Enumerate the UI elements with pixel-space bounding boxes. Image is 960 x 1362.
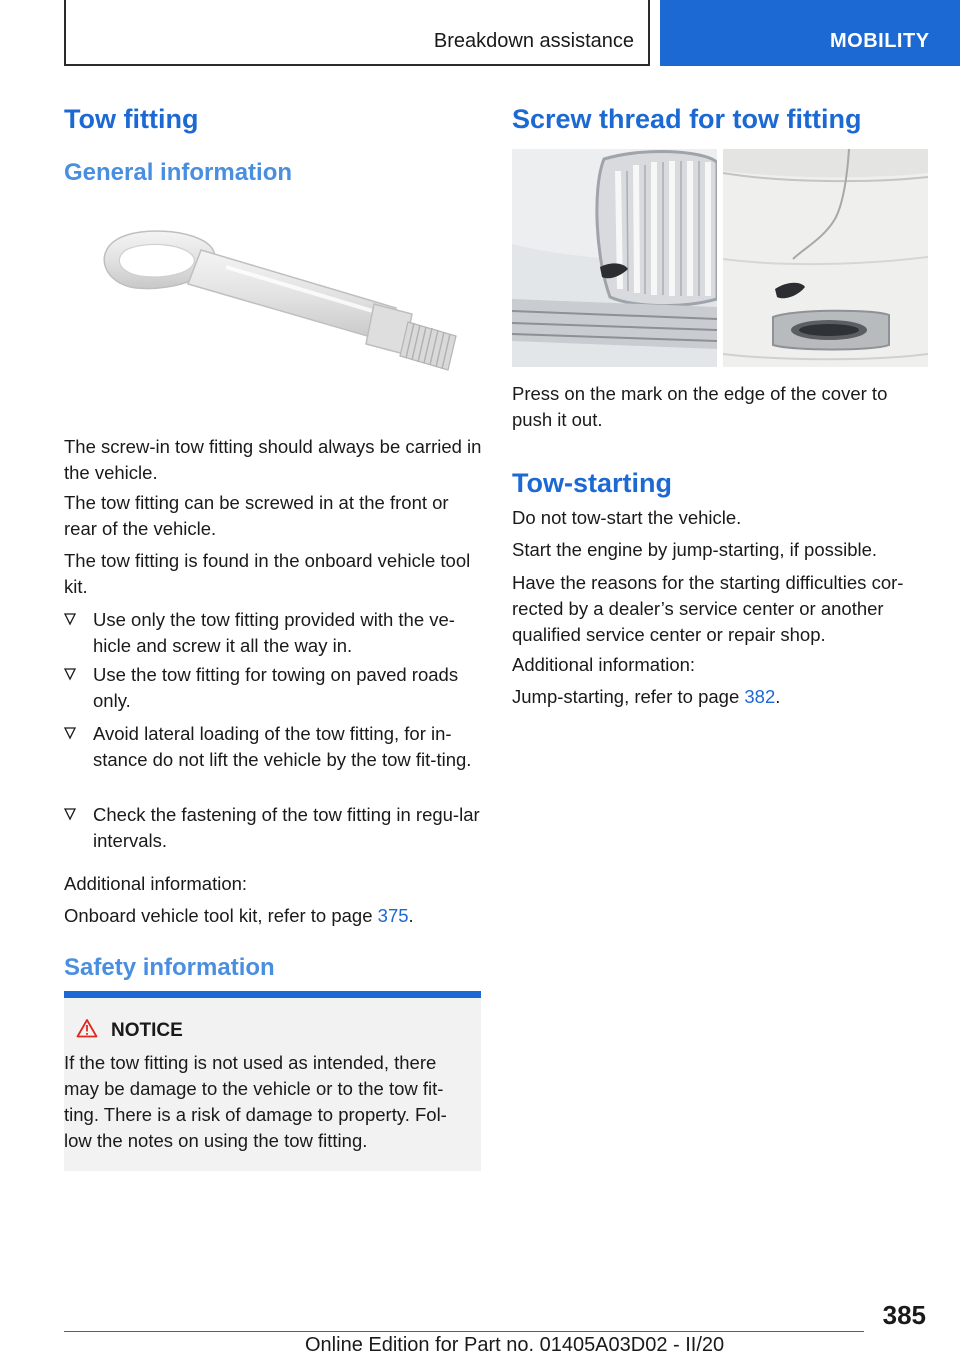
notice-text: If the tow fitting is not used as intended, there may be damage to the vehicle or to the tow fit-ting. There is a risk of damage to property. Fol-low the notes on using the tow fitting. — [64, 1052, 447, 1151]
triangle-bullet-icon — [64, 804, 76, 824]
tow-fitting-title: Tow fitting — [64, 104, 199, 134]
triangle-bullet-icon — [64, 609, 76, 629]
paragraph-tool-kit: The tow fitting is found in the onboard vehicle tool kit. — [64, 550, 471, 597]
header-section-box — [64, 0, 650, 66]
header-section-title: Breakdown assistance — [433, 30, 634, 52]
cover-caption: Press on the mark on the edge of the cover to push it out. — [512, 383, 888, 430]
triangle-bullet-icon — [64, 664, 76, 684]
reference-end: . — [775, 686, 781, 707]
general-information-heading: General information — [64, 159, 293, 186]
screw-thread-title: Screw thread for tow fitting — [512, 104, 862, 134]
service-center-text: Have the reasons for the starting difficulties cor-rected by a dealer’s service center or another qualified service center or repair shop. — [512, 572, 904, 645]
reference-text: Onboard vehicle tool kit, refer to page — [64, 905, 378, 926]
page-link-375[interactable]: 375 — [377, 905, 409, 926]
paragraph-front-or-rear: The tow fitting can be screwed in at the front or rear of the vehicle. — [64, 492, 449, 539]
header-chapter-tab — [660, 0, 960, 66]
page-number: 385 — [882, 1300, 926, 1330]
reference-end: . — [408, 905, 414, 926]
jump-starting-reference — [512, 684, 932, 710]
header-chapter-label: MOBILITY — [830, 30, 930, 52]
notice-title: NOTICE — [111, 1020, 183, 1041]
front-bumper-photo — [512, 149, 717, 367]
jump-start-text: Start the engine by jump-starting, if possible. — [512, 539, 878, 560]
list-item — [64, 802, 484, 854]
footer-divider — [64, 1331, 864, 1332]
notice-accent-bar — [64, 991, 481, 998]
safety-information-heading: Safety information — [64, 954, 275, 981]
no-tow-start-text: Do not tow-start the vehicle. — [512, 507, 742, 528]
triangle-bullet-icon — [64, 723, 76, 743]
bullet-text: Avoid lateral loading of the tow fitting, for in-stance do not lift the vehicle by the tow fit-ting. — [93, 723, 472, 770]
tool-kit-reference — [64, 903, 484, 929]
page-link-382[interactable]: 382 — [744, 686, 776, 707]
additional-info-label-right: Additional information: — [512, 654, 696, 675]
warning-triangle-icon — [76, 1018, 98, 1038]
bullet-text: Use only the tow fitting provided with the ve-hicle and screw it all the way in. — [93, 609, 455, 656]
paragraph-carry-in-vehicle: The screw-in tow fitting should always be carried in the vehicle. — [64, 436, 482, 483]
rear-bumper-photo — [723, 149, 928, 367]
list-item — [64, 721, 484, 799]
reference-text: Jump-starting, refer to page — [512, 686, 745, 707]
list-item — [64, 662, 484, 714]
tow-fitting-illustration — [96, 222, 466, 392]
list-item — [64, 607, 484, 659]
edition-text: Online Edition for Part no. 01405A03D02 - II/20 — [305, 1334, 725, 1356]
bullet-text: Use the tow fitting for towing on paved roads only. — [93, 664, 459, 711]
bullet-text: Check the fastening of the tow fitting in regu-lar intervals. — [93, 804, 480, 851]
additional-info-label: Additional information: — [64, 873, 248, 894]
notice-box — [64, 998, 481, 1171]
tow-starting-heading: Tow-starting — [512, 468, 672, 498]
